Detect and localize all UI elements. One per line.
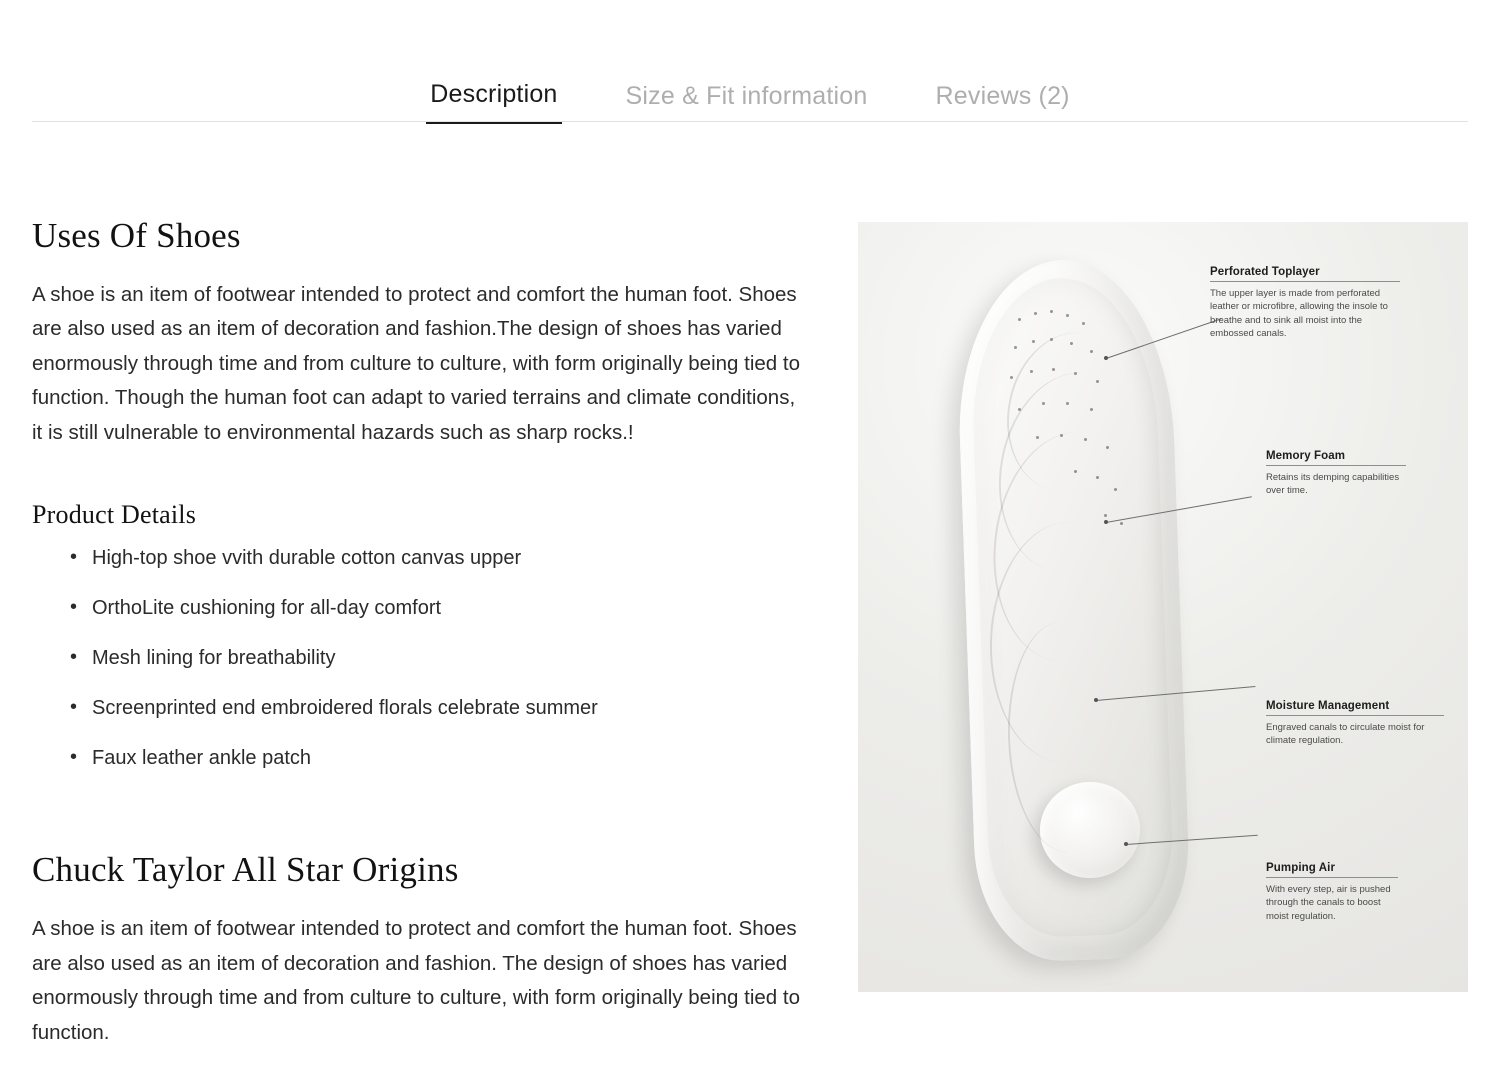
perforation-dot (1104, 514, 1107, 517)
product-details-heading: Product Details (32, 500, 197, 530)
perforation-dot (1050, 310, 1053, 313)
product-details-list (32, 544, 802, 772)
tab-reviews[interactable]: Reviews (2) (935, 81, 1070, 110)
callout-title: Memory Foam (1266, 450, 1406, 466)
perforation-dot (1050, 338, 1053, 341)
list-item: • Mesh lining for breathability (70, 644, 802, 672)
perforation-dot (1096, 380, 1099, 383)
perforation-dot (1042, 402, 1045, 405)
callout-perforated-toplayer (1210, 266, 1400, 341)
perforation-dot (1070, 342, 1073, 345)
perforation-dot (1010, 376, 1013, 379)
chuck-taylor-origins-heading: Chuck Taylor All Star Origins (32, 850, 459, 890)
perforation-dot (1032, 340, 1035, 343)
perforation-dot (1114, 488, 1117, 491)
perforation-dot (1036, 436, 1039, 439)
callout-title: Moisture Management (1266, 700, 1444, 716)
perforation-dot (1106, 446, 1109, 449)
spacer (32, 450, 802, 500)
perforation-dot (1096, 476, 1099, 479)
perforation-dot (1060, 434, 1063, 437)
callout-title: Perforated Toplayer (1210, 266, 1400, 282)
callout-title: Pumping Air (1266, 862, 1398, 878)
perforation-dot (1034, 312, 1037, 315)
leader-dot (1094, 698, 1098, 702)
perforation-dot (1074, 372, 1077, 375)
content-area (0, 122, 1500, 1050)
list-item: • OrthoLite cushioning for all-day comfort (70, 594, 802, 622)
figure-column (802, 122, 1468, 1050)
callout-description: Retains its demping capabilities over time. (1266, 472, 1400, 497)
perforation-dot (1090, 350, 1093, 353)
leader-dot (1124, 842, 1128, 846)
chuck-taylor-origins-paragraph: A shoe is an item of footwear intended to protect and comfort the human foot. Shoes are also used as an item of decoration and fashion. The design of shoes has varied enormously through time and from culture to culture, with form originally being tied to function. (32, 917, 800, 1044)
perforation-dot (1084, 438, 1087, 441)
tab-description[interactable]: Description (426, 81, 561, 125)
list-item: • Faux leather ankle patch (70, 744, 802, 772)
perforation-dot (1066, 314, 1069, 317)
perforation-dot (1074, 470, 1077, 473)
insole-diagram-canvas (858, 222, 1468, 992)
tab-size-fit-information[interactable]: Size & Fit information (625, 81, 868, 110)
leader-dot (1104, 356, 1108, 360)
callout-description: Engraved canals to circulate moist for climate regulation. (1266, 722, 1425, 747)
uses-of-shoes-paragraph: A shoe is an item of footwear intended to protect and comfort the human foot. Shoes are also used as an item of decoration and fashion.The design of shoes has varied enormously through time and from culture to culture, with form originally being tied to function. Though the human foot can adapt to varied terrains and climate conditions, it is still vulnerable to environmental hazards such as sharp rocks.! (32, 283, 800, 444)
list-item: • Screenprinted end embroidered florals celebrate summer (70, 694, 802, 722)
perforation-dot (1018, 408, 1021, 411)
insole-diagram-image (858, 222, 1468, 992)
tab-bar-divider (32, 121, 1468, 122)
perforation-dot (1018, 318, 1021, 321)
callout-description: With every step, air is pushed through the canals to boost moist regulation. (1266, 884, 1391, 922)
perforation-dot (1014, 346, 1017, 349)
perforation-dot (1052, 368, 1055, 371)
leader-dot (1104, 520, 1108, 524)
callout-memory-foam (1266, 450, 1406, 498)
list-item: • High-top shoe vvith durable cotton canvas upper (70, 544, 802, 572)
spacer (32, 794, 802, 850)
callout-pumping-air (1266, 862, 1398, 923)
perforation-dot (1030, 370, 1033, 373)
description-column (32, 122, 802, 1050)
perforation-dot (1066, 402, 1069, 405)
perforation-dot (1082, 322, 1085, 325)
callout-moisture-management (1266, 700, 1444, 748)
tab-list (0, 0, 1500, 122)
perforation-dot (1120, 522, 1123, 525)
uses-of-shoes-heading: Uses Of Shoes (32, 216, 241, 255)
callout-description: The upper layer is made from perforated leather or microfibre, allowing the insole to breathe and to sink all moist into the embossed canals. (1210, 288, 1388, 340)
perforation-dot (1090, 408, 1093, 411)
tab-bar (0, 0, 1500, 122)
